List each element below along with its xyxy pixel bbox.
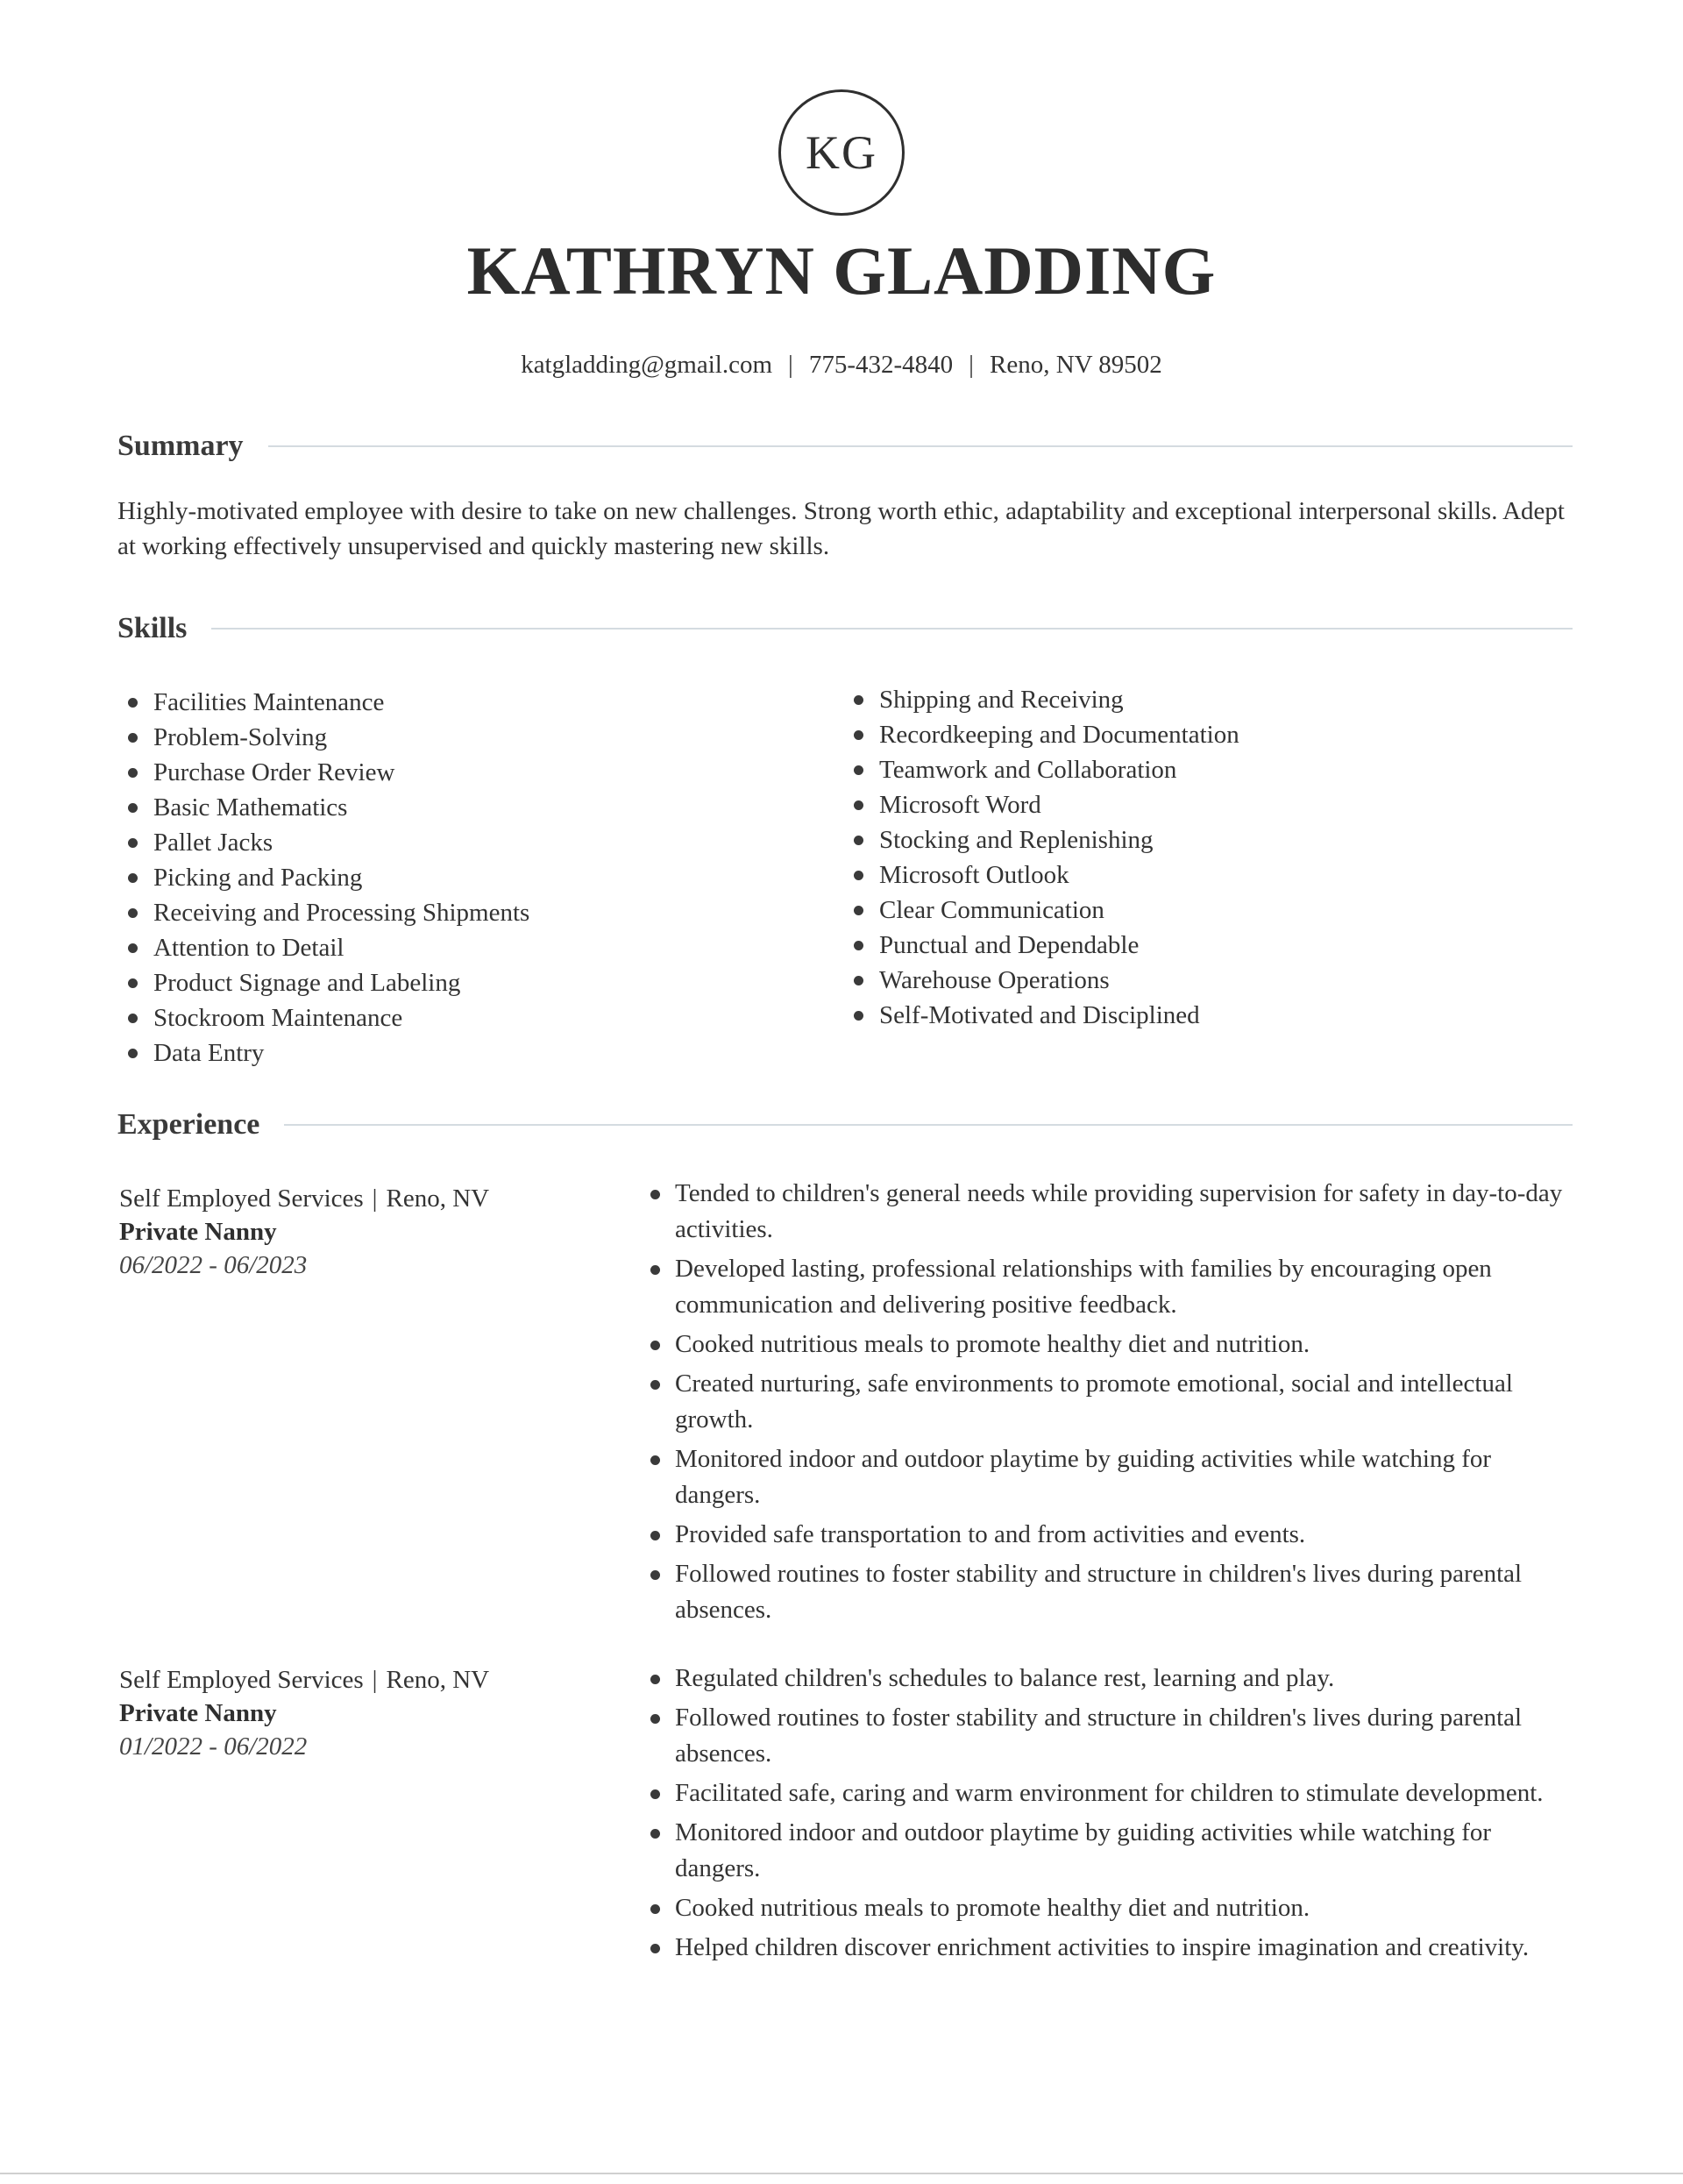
job-bullet: Cooked nutritious meals to promote healthy diet and nutrition. (643, 1890, 1573, 1926)
skill-item: Stocking and Replenishing (843, 822, 1239, 857)
job-company: Self Employed Services (119, 1666, 364, 1694)
job-title: Private Nanny (119, 1699, 277, 1727)
summary-heading-row (117, 430, 1573, 463)
skill-item: Basic Mathematics (117, 790, 529, 825)
skill-item: Purchase Order Review (117, 755, 529, 790)
skill-item: Clear Communication (843, 893, 1239, 928)
job-bullet: Developed lasting, professional relationships with families by encouraging open communication and delivering positive feedback. (643, 1251, 1573, 1323)
monogram-badge (778, 89, 905, 216)
job-bullet: Monitored indoor and outdoor playtime by guiding activities while watching for dangers. (643, 1441, 1573, 1513)
job-company: Self Employed Services (119, 1184, 364, 1213)
job-separator: | (372, 1184, 378, 1213)
page-bottom-edge (0, 2173, 1683, 2174)
skill-item: Problem-Solving (117, 720, 529, 755)
skill-item: Pallet Jacks (117, 825, 529, 860)
summary-text: Highly-motivated employee with desire to take on new challenges. Strong worth ethic, adaptability and exceptional interpersonal skills. Adept at working effectively unsupervised and quickly mastering new skills. (117, 497, 1565, 560)
job-bullet: Monitored indoor and outdoor playtime by guiding activities while watching for dangers. (643, 1815, 1573, 1887)
job-bullet: Followed routines to foster stability and structure in children's lives during parental absences. (643, 1556, 1573, 1628)
job-bullets (643, 1661, 1573, 1969)
job-bullet: Facilitated safe, caring and warm environment for children to stimulate development. (643, 1775, 1573, 1811)
skill-item: Punctual and Dependable (843, 928, 1239, 963)
skill-item: Recordkeeping and Documentation (843, 717, 1239, 752)
section-divider (211, 628, 1573, 630)
job-location: Reno, NV (386, 1184, 490, 1213)
job-bullets (643, 1176, 1573, 1632)
job-title: Private Nanny (119, 1218, 277, 1246)
job-bullet: Followed routines to foster stability and structure in children's lives during parental absences. (643, 1700, 1573, 1772)
section-divider (284, 1124, 1573, 1126)
skill-item: Picking and Packing (117, 860, 529, 895)
skill-item: Receiving and Processing Shipments (117, 895, 529, 930)
job-company-line (119, 1663, 489, 1697)
skill-item: Microsoft Outlook (843, 857, 1239, 893)
skill-item: Attention to Detail (117, 930, 529, 965)
experience-heading: Experience (117, 1108, 260, 1141)
job-bullet: Helped children discover enrichment activities to inspire imagination and creativity. (643, 1930, 1573, 1966)
skill-item: Microsoft Word (843, 787, 1239, 822)
skills-list-left (117, 685, 529, 1071)
job-dates: 06/2022 - 06/2023 (119, 1251, 308, 1279)
section-divider (268, 445, 1573, 447)
contact-location: Reno, NV 89502 (989, 351, 1162, 379)
contact-email: katgladding@gmail.com (521, 351, 773, 379)
experience-heading-row (117, 1108, 1573, 1142)
job-entry-header (119, 1663, 489, 1763)
job-bullet: Tended to children's general needs while providing supervision for safety in day-to-day activities. (643, 1176, 1573, 1248)
skill-item: Product Signage and Labeling (117, 965, 529, 1000)
job-dates: 01/2022 - 06/2022 (119, 1732, 308, 1761)
skill-item: Self-Motivated and Disciplined (843, 998, 1239, 1033)
skills-list-right (843, 682, 1239, 1033)
job-location: Reno, NV (386, 1666, 490, 1694)
job-entry-header (119, 1182, 489, 1282)
contact-separator: | (969, 351, 974, 379)
job-bullet: Created nurturing, safe environments to promote emotional, social and intellectual growth. (643, 1366, 1573, 1438)
skill-item: Teamwork and Collaboration (843, 752, 1239, 787)
skill-item: Stockroom Maintenance (117, 1000, 529, 1035)
skill-item: Shipping and Receiving (843, 682, 1239, 717)
skills-heading: Skills (117, 612, 188, 644)
job-bullet: Provided safe transportation to and from activities and events. (643, 1517, 1573, 1553)
contact-line (117, 351, 1566, 380)
skill-item: Data Entry (117, 1035, 529, 1071)
job-company-line (119, 1182, 489, 1215)
skills-heading-row (117, 612, 1573, 645)
summary-heading: Summary (117, 430, 244, 462)
contact-separator: | (788, 351, 793, 379)
monogram-text: KG (806, 126, 877, 179)
job-separator: | (372, 1666, 378, 1694)
contact-phone: 775-432-4840 (808, 351, 954, 379)
job-bullet: Cooked nutritious meals to promote healthy diet and nutrition. (643, 1327, 1573, 1362)
skill-item: Warehouse Operations (843, 963, 1239, 998)
candidate-name: KATHRYN GLADDING (466, 232, 1217, 309)
skill-item: Facilities Maintenance (117, 685, 529, 720)
job-bullet: Regulated children's schedules to balance rest, learning and play. (643, 1661, 1573, 1697)
